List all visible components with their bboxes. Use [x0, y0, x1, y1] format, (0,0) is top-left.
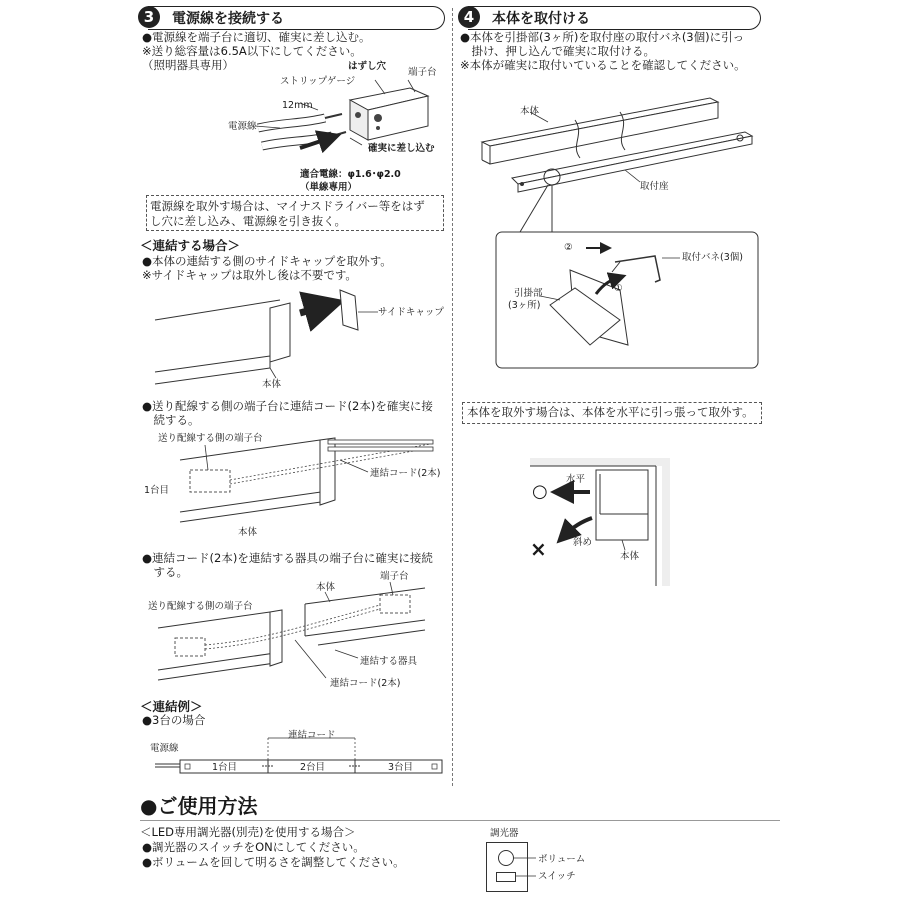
- step4-hook-label-2: (3ヶ所): [508, 300, 541, 311]
- usage-subheading: ＜LED専用調光器(別売)を使用する場合＞: [140, 825, 356, 839]
- step4-base-label: 取付座: [640, 181, 669, 192]
- step4-number-badge: 4: [458, 6, 480, 28]
- fig2-body-label: 本体: [238, 527, 258, 538]
- example-unit-3: 3台目: [388, 762, 414, 773]
- step4-body-label: 本体: [520, 106, 540, 117]
- connect-line-6: する。: [142, 565, 188, 579]
- step4-hook-label-1: 引掛部: [514, 288, 543, 299]
- fig2-cord-label: 連結コード(2本): [370, 468, 441, 479]
- step3-line-3: （照明器具専用）: [142, 58, 234, 72]
- step4-step2-label: ②: [564, 242, 573, 253]
- step4-spring-label: 取付バネ(3個): [682, 252, 743, 263]
- connect-line-2: ※サイドキャップは取外し後は不要です。: [142, 268, 357, 282]
- step4-line-1: ●本体を引掛部(3ヶ所)を取付座の取付バネ(3個)に引っ: [460, 30, 745, 44]
- spec-line-1: 適合電線：φ1.6･φ2.0: [300, 169, 401, 180]
- step4-step1-label: ①: [614, 283, 623, 294]
- insert-label: 確実に差し込む: [368, 143, 435, 154]
- example-line: ●3台の場合: [142, 713, 206, 727]
- removal-body-label: 本体: [620, 551, 640, 562]
- fig2-first-label: 1台目: [144, 485, 170, 496]
- step3-line-1: ●電源線を端子台に適切、確実に差し込む。: [142, 30, 371, 44]
- length-label: 12mm: [282, 100, 313, 111]
- ok-mark: ○: [532, 481, 548, 502]
- wire-label: 電源線: [228, 121, 257, 132]
- usage-line-1: ●調光器のスイッチをONにしてください。: [142, 840, 365, 854]
- terminal-label: 端子台: [408, 67, 437, 78]
- step3-line-2: ※送り総容量は6.5A以下にしてください。: [142, 44, 362, 58]
- fig2-terminal-label: 送り配線する側の端子台: [158, 433, 263, 444]
- fig3-terminal-label: 端子台: [380, 571, 409, 582]
- removal-note-line-2: し穴に差し込み、電源線を引き抜く。: [150, 214, 346, 228]
- fig3-body-label: 本体: [316, 582, 336, 593]
- fig1-body-label: 本体: [262, 379, 282, 390]
- gauge-label: ストリップゲージ: [280, 76, 356, 87]
- step4-title: 本体を取付ける: [492, 11, 590, 27]
- example-cord-label: 連結コード: [288, 730, 336, 741]
- spec-line-2: （単線専用）: [300, 182, 358, 193]
- step4-line-2: 掛け、押し込んで確実に取付ける。: [460, 44, 656, 58]
- fig3-send-terminal-label: 送り配線する側の端子台: [148, 601, 253, 612]
- step4-line-3: ※本体が確実に取付いていることを確認してください。: [460, 58, 746, 72]
- fig3-cord-label: 連結コード(2本): [330, 678, 401, 689]
- removal-note-line-1: 電源線を取外す場合は、マイナスドライバー等をはず: [150, 199, 425, 213]
- connect-line-5: ●連結コード(2本)を連結する器具の端子台に確実に接続: [142, 551, 433, 565]
- connect-line-1: ●本体の連結する側のサイドキャップを取外す。: [142, 254, 392, 268]
- horizontal-label: 水平: [566, 474, 586, 485]
- dimmer-label: 調光器: [490, 828, 519, 839]
- step4-note-text: 本体を取外す場合は、本体を水平に引っ張って取外す。: [467, 405, 754, 419]
- ng-mark: ×: [530, 537, 547, 561]
- usage-title: ●ご使用方法: [140, 794, 258, 818]
- example-unit-2: 2台目: [300, 762, 326, 773]
- example-heading: ＜連結例＞: [140, 699, 203, 714]
- connect-line-3: ●送り配線する側の端子台に連結コード(2本)を確実に接: [142, 399, 433, 413]
- example-power-label: 電源線: [150, 743, 179, 754]
- switch-label: スイッチ: [538, 871, 576, 882]
- example-unit-1: 1台目: [212, 762, 238, 773]
- connect-line-4: 続する。: [142, 413, 200, 427]
- fig3-fixture-label: 連結する器具: [360, 656, 418, 667]
- connect-heading: ＜連結する場合＞: [140, 238, 241, 253]
- step3-title: 電源線を接続する: [172, 11, 284, 27]
- volume-label: ボリューム: [538, 854, 586, 865]
- side-cap-label: サイドキャップ: [378, 307, 444, 318]
- hole-label: はずし穴: [348, 61, 387, 72]
- step3-number-badge: 3: [138, 6, 160, 28]
- diagonal-label: 斜め: [573, 537, 593, 548]
- usage-line-2: ●ボリュームを回して明るさを調整してください。: [142, 855, 405, 869]
